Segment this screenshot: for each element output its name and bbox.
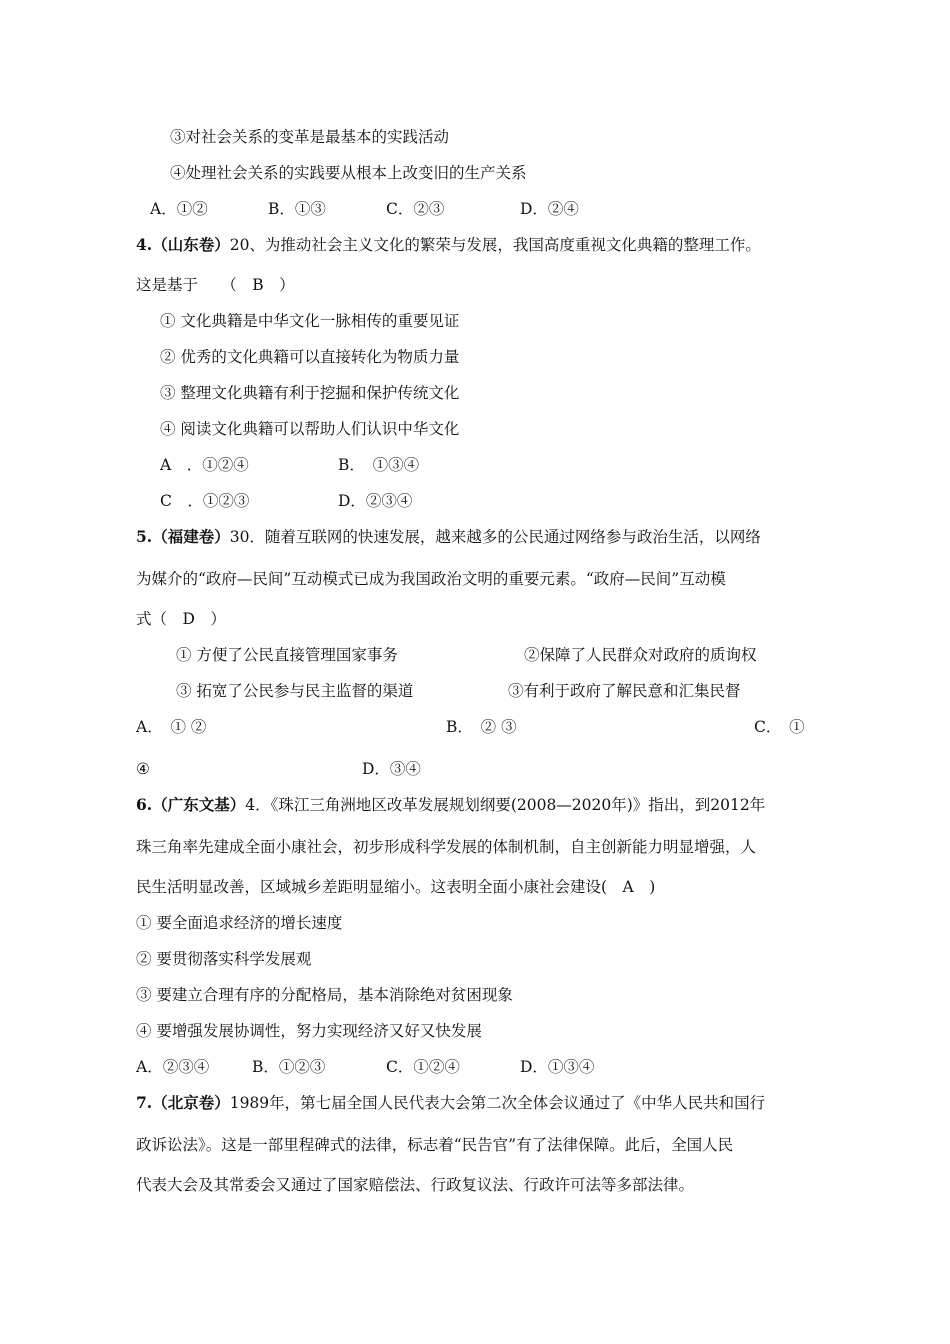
q5-number: 5. <box>136 527 153 546</box>
q5-choice-c: C． ① <box>754 718 805 736</box>
q5-choice-a: A． ① ② <box>136 718 207 736</box>
q4-stem-line-1 <box>136 235 761 255</box>
q7-stem-text: 1989年，第七届全国人民代表大会第二次全体会议通过了《中华人民共和国行 <box>229 1094 766 1112</box>
q5-stem-line-1 <box>136 527 761 547</box>
q4-stem-text: 20、为推动社会主义文化的繁荣与发展，我国高度重视文化典籍的整理工作。 <box>229 236 761 254</box>
q4-number: 4. <box>136 235 153 254</box>
q5-option-1: ① 方便了公民直接管理国家事务 <box>176 646 398 664</box>
q5-stem-line-3: 式（ D ） <box>136 610 226 628</box>
q6-option-2: ② 要贯彻落实科学发展观 <box>136 950 312 968</box>
q4-choice-c: C ．①②③ <box>160 492 250 510</box>
q3-choice-c: C．②③ <box>386 200 445 218</box>
q3-choice-d: D．②④ <box>520 200 579 218</box>
q3-choice-a: A．①② <box>150 200 208 218</box>
q6-number: 6. <box>136 795 153 814</box>
q3-option-4: ④处理社会关系的实践要从根本上改变旧的生产关系 <box>170 164 527 182</box>
q5-choice-d: D．③④ <box>362 760 421 778</box>
q4-option-3: ③ 整理文化典籍有利于挖掘和保护传统文化 <box>160 384 460 402</box>
q4-option-1: ① 文化典籍是中华文化一脉相传的重要见证 <box>160 312 460 330</box>
q4-choice-b: B． ①③④ <box>338 456 420 474</box>
q5-stem-line-2: 为媒介的“政府—民间”互动模式已成为我国政治文明的重要元素。“政府—民间”互动模 <box>136 570 726 588</box>
q6-stem-line-2: 珠三角率先建成全面小康社会，初步形成科学发展的体制机制，自主创新能力明显增强，人 <box>136 838 757 856</box>
q4-stem-line-2: 这是基于 （ B ） <box>136 276 295 294</box>
q6-choice-b: B．①②③ <box>252 1058 326 1076</box>
q4-source: （山东卷） <box>152 235 230 254</box>
q6-stem-text: 4．《珠江三角洲地区改革发展规划纲要(2008—2020年)》指出，到2012年 <box>245 796 766 814</box>
q5-choice-b: B． ② ③ <box>446 718 517 736</box>
q7-number: 7. <box>136 1093 153 1112</box>
q7-stem-line-2: 政诉讼法》。这是一部里程碑式的法律，标志着“民告官”有了法律保障。此后，全国人民 <box>136 1136 734 1154</box>
q5-option-2: ②保障了人民群众对政府的质询权 <box>524 646 757 664</box>
q4-choice-a: A ．①②④ <box>160 456 249 474</box>
q5-option-4: ③有利于政府了解民意和汇集民督 <box>508 682 741 700</box>
q4-option-2: ② 优秀的文化典籍可以直接转化为物质力量 <box>160 348 460 366</box>
q6-stem-line-1 <box>136 795 765 815</box>
q6-choice-a: A．②③④ <box>136 1058 210 1076</box>
q7-stem-line-1 <box>136 1093 765 1113</box>
q5-stem-text: 30．随着互联网的快速发展，越来越多的公民通过网络参与政治生活，以网络 <box>229 528 761 546</box>
q7-source: （北京卷） <box>152 1093 230 1112</box>
q4-choice-d: D．②③④ <box>338 492 413 510</box>
q3-option-3: ③对社会关系的变革是最基本的实践活动 <box>170 128 450 146</box>
q5-option-3: ③ 拓宽了公民参与民主监督的渠道 <box>176 682 414 700</box>
q5-choice-c-continued: ④ <box>136 760 150 778</box>
q4-option-4: ④ 阅读文化典籍可以帮助人们认识中华文化 <box>160 420 460 438</box>
q6-stem-line-3: 民生活明显改善，区域城乡差距明显缩小。这表明全面小康社会建设( A ) <box>136 878 656 896</box>
q6-choice-c: C．①②④ <box>386 1058 460 1076</box>
q6-option-1: ① 要全面追求经济的增长速度 <box>136 914 343 932</box>
q7-stem-line-3: 代表大会及其常委会又通过了国家赔偿法、行政复议法、行政许可法等多部法律。 <box>136 1176 695 1194</box>
q6-source: （广东文基） <box>152 795 246 814</box>
q6-option-4: ④ 要增强发展协调性，努力实现经济又好又快发展 <box>136 1022 482 1040</box>
q6-choice-d: D．①③④ <box>520 1058 595 1076</box>
q3-choice-b: B．①③ <box>268 200 326 218</box>
q6-option-3: ③ 要建立合理有序的分配格局，基本消除绝对贫困现象 <box>136 986 513 1004</box>
q5-source: （福建卷） <box>152 527 230 546</box>
